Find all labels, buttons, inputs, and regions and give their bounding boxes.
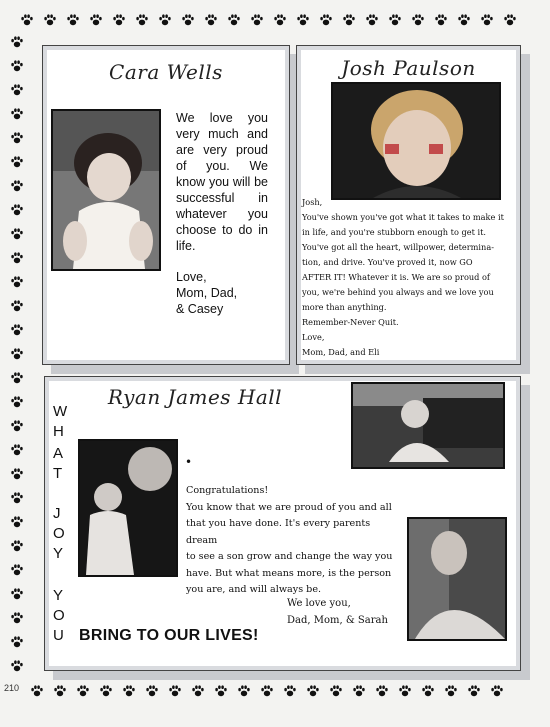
side-letter: O — [53, 607, 65, 624]
ryan-signature — [287, 595, 388, 629]
paw-print-icon — [296, 12, 310, 26]
paw-print-icon — [66, 12, 80, 26]
ryan-toddler-photo — [351, 382, 505, 469]
paw-border-top — [20, 12, 526, 26]
paw-print-icon — [122, 683, 136, 697]
josh-line: AFTER IT! Whatever it is. We are so proud of — [302, 272, 490, 282]
paw-print-icon — [30, 683, 44, 697]
paw-print-icon — [10, 658, 24, 672]
paw-print-icon — [10, 442, 24, 456]
cara-signature — [176, 269, 237, 317]
ryan-name: Ryan James Hall — [107, 385, 283, 409]
paw-print-icon — [10, 82, 24, 96]
josh-line: you, we're behind you always and we love you — [302, 287, 494, 297]
paw-print-icon — [444, 683, 458, 697]
josh-message — [302, 195, 516, 360]
paw-print-icon — [227, 12, 241, 26]
paw-print-icon — [237, 683, 251, 697]
ryan-sign-line: We love you, — [287, 598, 351, 609]
josh-line: Remember-Never Quit. — [302, 317, 399, 327]
ryan-baby-photo-image — [80, 441, 176, 575]
josh-line: Mom, Dad, and Eli — [302, 347, 380, 357]
ryan-line: Congratulations! — [186, 485, 269, 496]
paw-print-icon — [10, 562, 24, 576]
side-letter: J — [53, 505, 61, 522]
paw-print-icon — [99, 683, 113, 697]
ryan-line: to see a son grow and change the way you — [186, 551, 393, 562]
paw-print-icon — [214, 683, 228, 697]
paw-print-icon — [168, 683, 182, 697]
josh-line: in life, and you're stubborn enough to get it. — [302, 227, 486, 237]
paw-print-icon — [20, 12, 34, 26]
paw-print-icon — [329, 683, 343, 697]
paw-print-icon — [421, 683, 435, 697]
paw-print-icon — [10, 370, 24, 384]
paw-print-icon — [10, 130, 24, 144]
paw-print-icon — [158, 12, 172, 26]
ryan-line: You know that we are proud of you and all — [186, 501, 392, 513]
bottom-banner: BRING TO OUR LIVES! — [79, 627, 259, 644]
paw-print-icon — [10, 322, 24, 336]
side-letter: O — [53, 525, 65, 542]
side-letter: T — [53, 465, 63, 482]
ryan-bullet: • — [185, 455, 193, 469]
paw-print-icon — [352, 683, 366, 697]
paw-print-icon — [10, 178, 24, 192]
josh-line: Love, — [302, 332, 325, 342]
josh-line: tion, and drive. You've proved it, now GO — [302, 257, 473, 267]
paw-print-icon — [480, 12, 494, 26]
side-letter: Y — [53, 587, 64, 604]
paw-print-icon — [10, 274, 24, 288]
ryan-baby-photo — [78, 439, 178, 577]
cara-photo — [51, 109, 161, 271]
paw-print-icon — [145, 683, 159, 697]
paw-print-icon — [342, 12, 356, 26]
paw-print-icon — [53, 683, 67, 697]
paw-print-icon — [10, 58, 24, 72]
josh-photo-image — [333, 84, 499, 198]
paw-print-icon — [388, 12, 402, 26]
cara-sign-line: & Casey — [176, 302, 224, 316]
paw-print-icon — [10, 298, 24, 312]
paw-print-icon — [273, 12, 287, 26]
paw-print-icon — [10, 610, 24, 624]
paw-print-icon — [10, 586, 24, 600]
paw-print-icon — [43, 12, 57, 26]
ryan-senior-photo-image — [409, 519, 505, 639]
cara-message: We love you very much and are very proud of you. We know you will be successful in whatever you choose to do in life. — [176, 111, 268, 253]
paw-print-icon — [112, 12, 126, 26]
paw-print-icon — [306, 683, 320, 697]
josh-line: You've shown you've got what it takes to make it — [302, 212, 504, 222]
paw-print-icon — [411, 12, 425, 26]
paw-border-bottom — [30, 683, 513, 697]
paw-print-icon — [10, 226, 24, 240]
paw-print-icon — [365, 12, 379, 26]
paw-print-icon — [319, 12, 333, 26]
ryan-senior-photo — [407, 517, 507, 641]
paw-border-left — [10, 34, 24, 682]
paw-print-icon — [250, 12, 264, 26]
paw-print-icon — [10, 634, 24, 648]
paw-print-icon — [467, 683, 481, 697]
paw-print-icon — [10, 154, 24, 168]
paw-print-icon — [10, 514, 24, 528]
paw-print-icon — [204, 12, 218, 26]
cara-wells-box — [42, 45, 290, 365]
paw-print-icon — [10, 394, 24, 408]
ryan-message — [186, 483, 401, 599]
ryan-line: have. But what means more, is the person — [186, 567, 392, 579]
side-letter: H — [53, 423, 64, 440]
ryan-line: you are, and will always be. — [186, 584, 322, 595]
cara-photo-image — [53, 111, 159, 269]
cara-name: Cara Wells — [109, 60, 223, 84]
paw-print-icon — [76, 683, 90, 697]
josh-line: Josh, — [302, 197, 323, 207]
josh-photo — [331, 82, 501, 200]
paw-print-icon — [10, 490, 24, 504]
paw-print-icon — [135, 12, 149, 26]
ryan-toddler-photo-image — [353, 384, 503, 467]
paw-print-icon — [10, 346, 24, 360]
paw-print-icon — [10, 466, 24, 480]
paw-print-icon — [260, 683, 274, 697]
paw-print-icon — [490, 683, 504, 697]
ryan-sign-line: Dad, Mom, & Sarah — [287, 615, 388, 626]
paw-print-icon — [457, 12, 471, 26]
paw-print-icon — [434, 12, 448, 26]
cara-sign-line: Mom, Dad, — [176, 286, 238, 300]
paw-print-icon — [191, 683, 205, 697]
side-letter: A — [53, 445, 64, 462]
josh-name: Josh Paulson — [341, 56, 476, 80]
paw-print-icon — [89, 12, 103, 26]
paw-print-icon — [10, 538, 24, 552]
side-letter: U — [53, 627, 64, 644]
paw-print-icon — [10, 250, 24, 264]
ryan-line: that you have done. It's every parents dream — [186, 518, 371, 546]
paw-print-icon — [10, 202, 24, 216]
paw-print-icon — [181, 12, 195, 26]
page-number: 210 — [4, 683, 20, 693]
paw-print-icon — [375, 683, 389, 697]
side-letter: W — [53, 403, 68, 420]
paw-print-icon — [10, 106, 24, 120]
paw-print-icon — [283, 683, 297, 697]
josh-line: You've got all the heart, willpower, determina- — [302, 242, 494, 252]
josh-paulson-box — [296, 45, 521, 365]
paw-print-icon — [10, 418, 24, 432]
paw-print-icon — [503, 12, 517, 26]
ryan-hall-box — [44, 376, 521, 671]
josh-line: more than anything. — [302, 302, 387, 312]
paw-print-icon — [10, 34, 24, 48]
cara-sign-line: Love, — [176, 270, 207, 284]
paw-print-icon — [398, 683, 412, 697]
side-letter: Y — [53, 545, 64, 562]
